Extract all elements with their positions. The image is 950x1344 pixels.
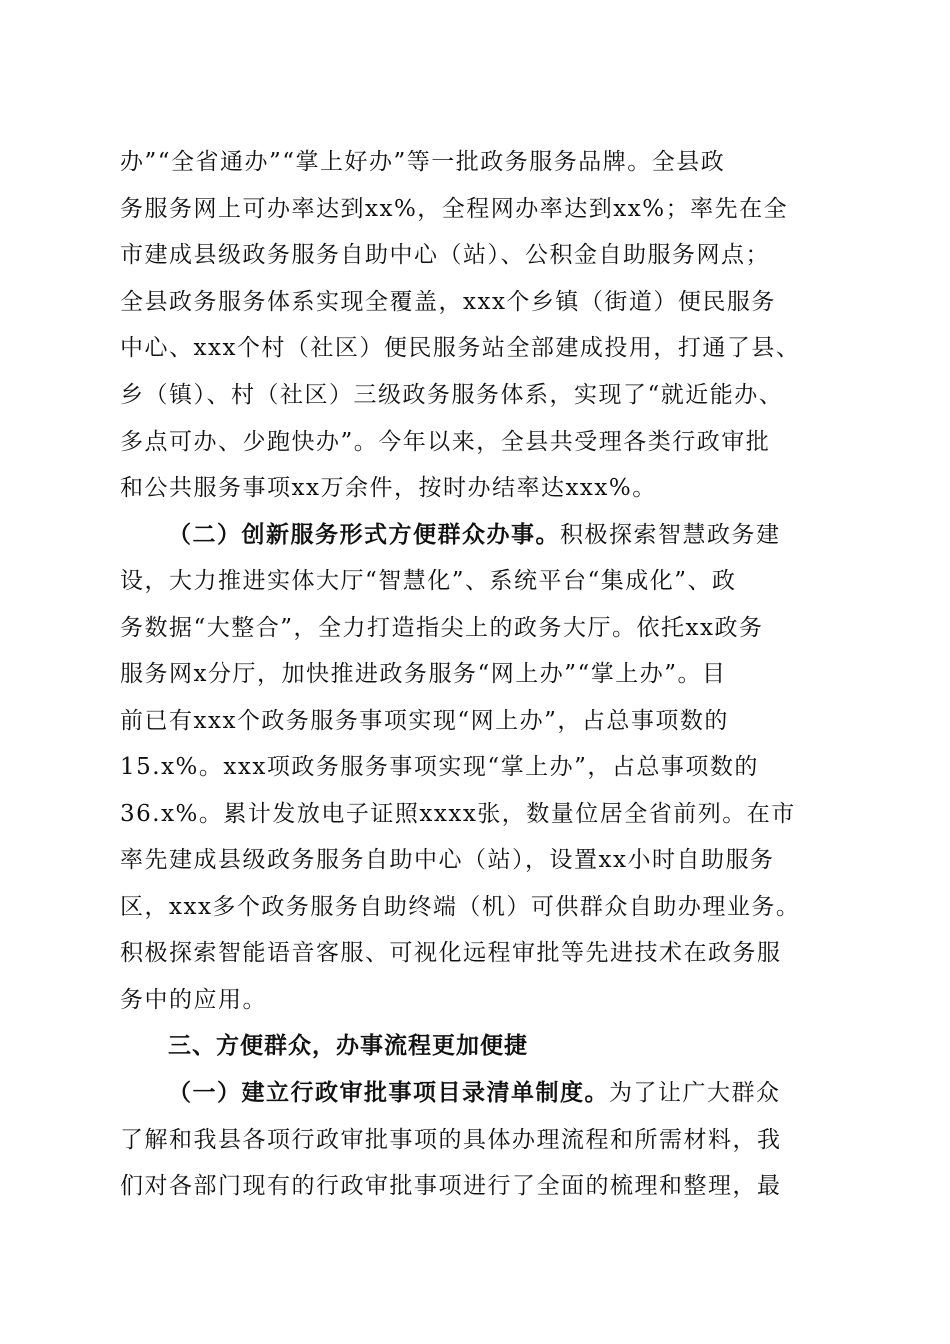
text-line: 前已有xxx个政务服务事项实现“网上办”，占总事项数的 — [120, 708, 729, 734]
text-line: 全县政务服务体系实现全覆盖，xxx个乡镇（街道）便民服务 — [120, 289, 776, 315]
text-line: 务服务网上可办率达到xx%，全程网办率达到xx%；率先在全 — [120, 196, 789, 222]
text-line: 了解和我县各项行政审批事项的具体办理流程和所需材料，我 — [120, 1127, 782, 1153]
paragraph-lead-rest: 积极探索智慧政务建 — [560, 522, 781, 548]
text-line: 和公共服务事项xx万余件，按时办结率达xxx%。 — [120, 475, 657, 501]
text-line: 务数据“大整合”，全力打造指尖上的政务大厅。依托xx政务 — [120, 615, 764, 641]
text-line: 区，xxx多个政务服务自助终端（机）可供群众自助办理业务。 — [120, 894, 801, 920]
text-line: 36.x%。累计发放电子证照xxxx张，数量位居全省前列。在市 — [120, 801, 796, 827]
text-line: 乡（镇）、村（社区）三级政务服务体系，实现了“就近能办、 — [120, 382, 784, 408]
text-line: 率先建成县级政务服务自助中心（站），设置xx小时自助服务 — [120, 847, 775, 873]
text-line — [168, 520, 781, 550]
paragraph-lead-rest: 为了让广大群众 — [609, 1080, 781, 1106]
text-line: 中心、xxx个村（社区）便民服务站全部建成投用，打通了县、 — [120, 335, 801, 361]
text-line: 务中的应用。 — [120, 987, 267, 1013]
text-line — [168, 1078, 781, 1108]
text-line: 服务网x分厅，加快推进政务服务“网上办”“掌上办”。目 — [120, 661, 727, 687]
text-line: 办”“全省通办”“掌上好办”等一批政务服务品牌。全县政 — [120, 149, 726, 175]
text-line: 市建成县级政务服务自助中心（站）、公积金自助服务网点； — [120, 242, 770, 268]
paragraph-lead: （二）创新服务形式方便群众办事。 — [168, 521, 560, 548]
text-line: 们对各部门现有的行政审批事项进行了全面的梳理和整理，最 — [120, 1173, 782, 1199]
text-line: 15.x%。xxx项政务服务事项实现“掌上办”，占总事项数的 — [120, 754, 759, 780]
text-line: 多点可办、少跑快办”。今年以来，全县共受理各类行政审批 — [120, 429, 771, 455]
paragraph-lead: （一）建立行政审批事项目录清单制度。 — [168, 1079, 609, 1106]
section-heading: 三、方便群众，办事流程更加便捷 — [168, 1033, 528, 1059]
text-line: 积极探索智能语音客服、可视化远程审批等先进技术在政务服 — [120, 940, 782, 966]
text-line: 设，大力推进实体大厅“智慧化”、系统平台“集成化”、政 — [120, 568, 737, 594]
